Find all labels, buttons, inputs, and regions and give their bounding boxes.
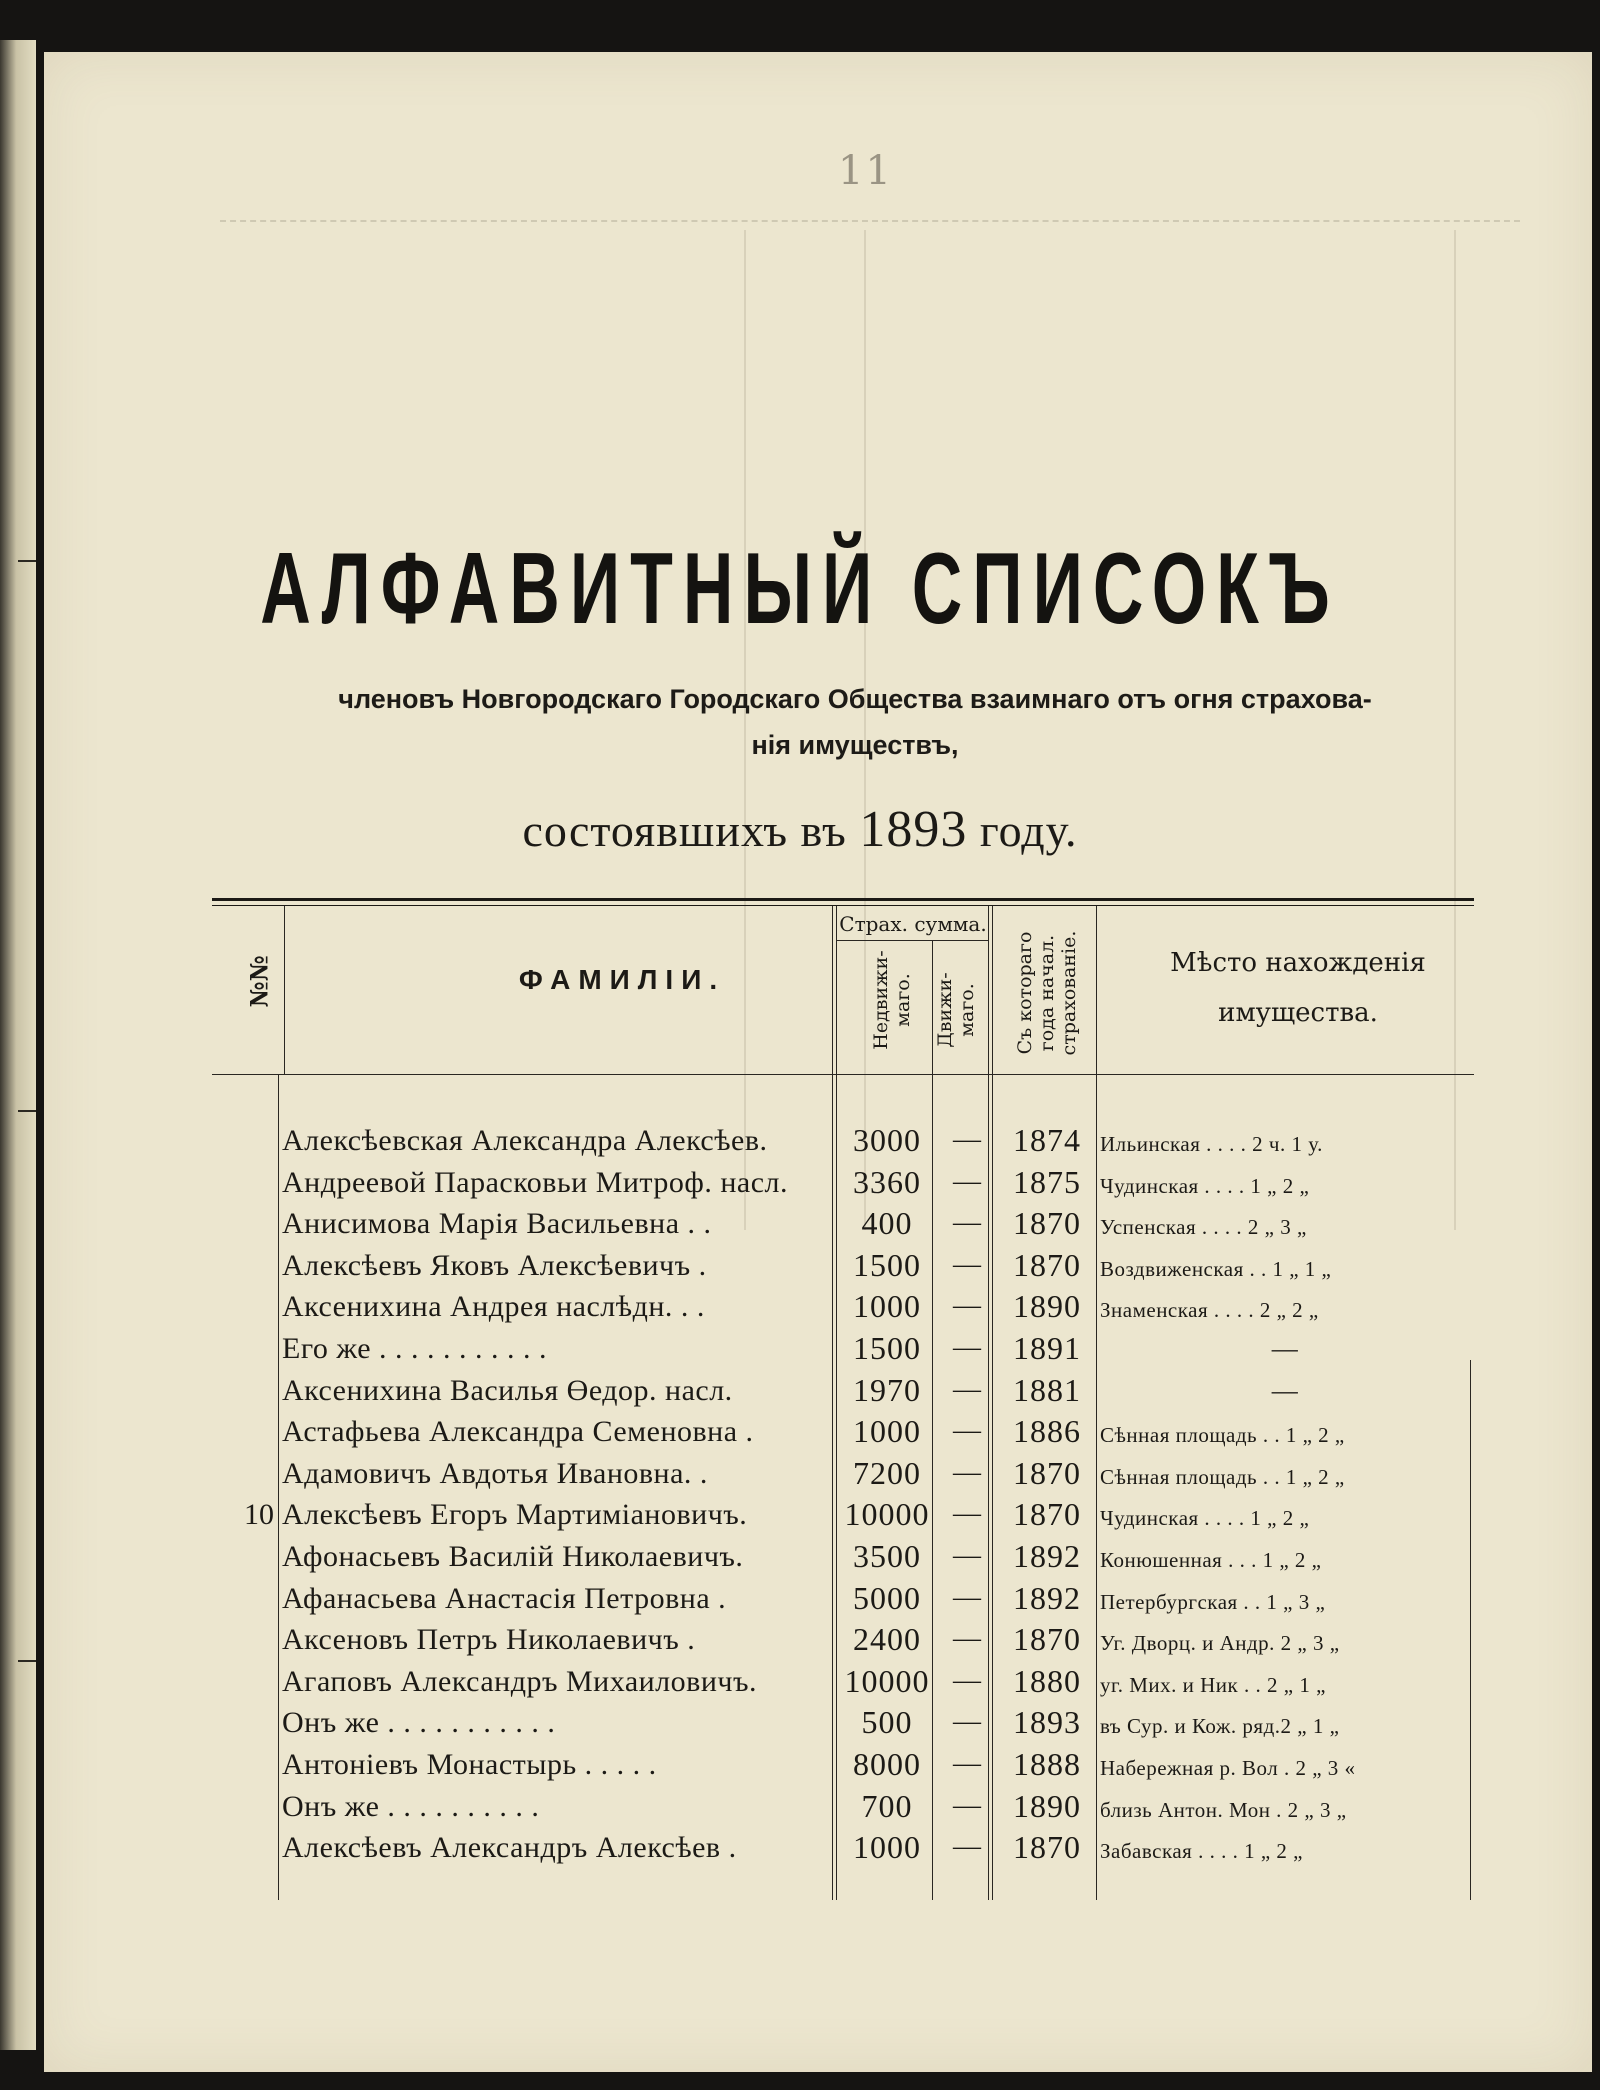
row-movable-sum: —	[953, 1373, 981, 1405]
subtitle-year-text: состоявшихъ въ	[522, 805, 847, 856]
row-movable-sum: —	[953, 1706, 981, 1738]
header-movable-property: Движи- маго.	[934, 972, 978, 1048]
row-movable-sum: —	[953, 1581, 981, 1613]
row-real-sum: 5000	[853, 1579, 921, 1616]
row-year: 1880	[1013, 1662, 1081, 1699]
table-top-rule-thin	[212, 905, 1474, 906]
row-real-sum: 1000	[853, 1829, 921, 1866]
row-location: —	[1271, 1333, 1299, 1363]
row-location: Конюшенная . . . 1 „ 2 „	[1100, 1547, 1322, 1572]
row-location: Ильинская . . . . 2 ч. 1 у.	[1100, 1132, 1323, 1156]
row-name: Онъ же . . . . . . . . . . .	[282, 1706, 556, 1740]
table-header-rule	[212, 1074, 1474, 1075]
row-movable-sum: —	[953, 1290, 981, 1322]
table-row	[212, 1746, 1474, 1788]
row-real-sum: 2400	[853, 1621, 921, 1658]
column-divider	[284, 906, 285, 1074]
table-row	[212, 1247, 1474, 1289]
row-name: Аксенихина Андрея наслѣдн. . .	[282, 1290, 705, 1324]
row-location: Сѣнная площадь . . 1 „ 2 „	[1100, 1423, 1345, 1448]
row-real-sum: 3000	[853, 1122, 921, 1158]
row-location: Чудинская . . . . 1 „ 2 „	[1100, 1173, 1310, 1198]
table-row	[212, 1663, 1474, 1705]
row-location: Воздвиженская . . 1 „ 1 „	[1100, 1256, 1332, 1281]
binding-mark	[18, 1660, 36, 1662]
row-location: Забавская . . . . 1 „ 2 „	[1100, 1839, 1303, 1864]
document-title: АЛФАВИТНЫЙ СПИСОКЪ	[260, 531, 1340, 645]
row-year: 1892	[1013, 1537, 1081, 1574]
row-real-sum: 10000	[844, 1496, 930, 1533]
table-row	[212, 1455, 1474, 1497]
table-body	[212, 1122, 1474, 1871]
row-year: 1870	[1013, 1454, 1081, 1491]
row-name: Аксеновъ Петръ Николаевичъ .	[282, 1623, 696, 1657]
row-location: Сѣнная площадь . . 1 „ 2 „	[1100, 1464, 1345, 1489]
row-real-sum: 1500	[853, 1246, 921, 1283]
row-name: Адамовичъ Авдотья Ивановна. .	[282, 1456, 708, 1490]
row-movable-sum: —	[953, 1165, 981, 1197]
row-name: Агаповъ Александръ Михаиловичъ.	[282, 1664, 757, 1698]
row-location: близь Антон. Мон . 2 „ 3 „	[1100, 1797, 1347, 1822]
row-movable-sum: —	[953, 1498, 981, 1530]
subtitle-line-1: членовъ Новгородскаго Городскаго Общества взаимнаго отъ огня страхова-	[338, 684, 1372, 714]
row-location: Чудинская . . . . 1 „ 2 „	[1100, 1506, 1310, 1531]
row-location: —	[1271, 1375, 1299, 1405]
row-year: 1870	[1013, 1496, 1081, 1533]
header-surnames: ФАМИЛІИ.	[518, 964, 726, 995]
row-movable-sum: —	[953, 1415, 981, 1447]
previous-page-edge	[0, 40, 36, 2050]
row-location: Успенская . . . . 2 „ 3 „	[1100, 1215, 1307, 1240]
table-row	[212, 1122, 1474, 1164]
table-row	[212, 1372, 1474, 1414]
row-name: Алексѣевъ Яковъ Алексѣевичъ .	[282, 1248, 707, 1282]
row-location: Петербургская . . 1 „ 3 „	[1100, 1589, 1326, 1614]
row-real-sum: 1500	[853, 1329, 921, 1366]
row-movable-sum: —	[953, 1789, 981, 1821]
row-year: 1870	[1013, 1205, 1081, 1242]
row-real-sum: 700	[861, 1787, 913, 1824]
table-row	[212, 1496, 1474, 1538]
row-movable-sum: —	[953, 1456, 981, 1488]
header-real-property: Недвижи- маго.	[870, 950, 914, 1050]
document-subtitle-year	[0, 800, 1600, 859]
row-real-sum: 400	[861, 1205, 913, 1242]
row-movable-sum: —	[953, 1623, 981, 1655]
table-row	[212, 1413, 1474, 1455]
table-row	[212, 1330, 1474, 1372]
row-year: 1888	[1013, 1745, 1081, 1782]
row-real-sum: 3360	[853, 1163, 921, 1200]
row-year: 1890	[1013, 1288, 1081, 1325]
row-name: Его же . . . . . . . . . . .	[282, 1331, 548, 1365]
row-year: 1874	[1013, 1122, 1081, 1158]
members-table	[212, 898, 1474, 1908]
table-row	[212, 1580, 1474, 1622]
table-top-rule	[212, 898, 1474, 901]
row-number: 10	[244, 1498, 274, 1532]
table-row	[212, 1704, 1474, 1746]
table-row	[212, 1538, 1474, 1580]
row-location: Набережная р. Вол . 2 „ 3 «	[1100, 1755, 1356, 1780]
row-movable-sum: —	[953, 1124, 981, 1155]
table-row	[212, 1621, 1474, 1663]
row-year: 1890	[1013, 1787, 1081, 1824]
table-row	[212, 1788, 1474, 1830]
header-start-year: Съ котораго года начал. страхованіе.	[1014, 930, 1080, 1056]
row-movable-sum: —	[953, 1539, 981, 1571]
row-name: Аксенихина Василья Өедор. насл.	[282, 1373, 733, 1407]
subtitle-year-tail: году.	[979, 805, 1078, 856]
row-real-sum: 1000	[853, 1413, 921, 1450]
subtitle-line-2: нія имуществъ,	[751, 730, 959, 760]
row-year: 1891	[1013, 1329, 1081, 1366]
row-name: Афонасьевъ Василій Николаевичъ.	[282, 1539, 744, 1573]
row-location: въ Сур. и Кож. ряд.2 „ 1 „	[1100, 1714, 1340, 1739]
row-name: Андреевой Парасковьи Митроф. насл.	[282, 1165, 788, 1199]
row-movable-sum: —	[953, 1331, 981, 1363]
table-row	[212, 1164, 1474, 1206]
row-movable-sum: —	[953, 1747, 981, 1779]
subtitle-year: 1893	[859, 801, 968, 858]
row-real-sum: 10000	[844, 1662, 930, 1699]
table-row	[212, 1829, 1474, 1871]
row-name: Анисимова Марія Васильевна . .	[282, 1207, 712, 1241]
row-name: Алексѣевская Александра Алексѣев.	[282, 1124, 768, 1157]
row-year: 1870	[1013, 1829, 1081, 1866]
row-year: 1886	[1013, 1413, 1081, 1450]
row-name: Астафьева Александра Семеновна .	[282, 1415, 754, 1449]
row-movable-sum: —	[953, 1248, 981, 1280]
row-real-sum: 500	[861, 1704, 913, 1741]
table-row	[212, 1205, 1474, 1247]
row-year: 1870	[1013, 1246, 1081, 1283]
header-number: №№	[244, 955, 274, 1008]
row-movable-sum: —	[953, 1664, 981, 1696]
binding-mark	[18, 1110, 36, 1112]
header-property-location: Мѣсто нахожденія имущества.	[1170, 948, 1426, 1028]
row-real-sum: 1970	[853, 1371, 921, 1408]
row-year: 1881	[1013, 1371, 1081, 1408]
row-name: Алексѣевъ Александръ Алексѣев .	[282, 1831, 737, 1865]
row-name: Онъ же . . . . . . . . . .	[282, 1789, 540, 1823]
row-movable-sum: —	[953, 1207, 981, 1239]
row-name: Алексѣевъ Егоръ Мартиміановичъ.	[282, 1498, 748, 1532]
row-real-sum: 3500	[853, 1537, 921, 1574]
row-real-sum: 7200	[853, 1454, 921, 1491]
row-year: 1893	[1013, 1704, 1081, 1741]
row-name: Антоніевъ Монастырь . . . . .	[282, 1747, 657, 1781]
row-year: 1892	[1013, 1579, 1081, 1616]
row-year: 1870	[1013, 1621, 1081, 1658]
row-name: Афанасьева Анастасія Петровна .	[282, 1581, 727, 1615]
table-row	[212, 1288, 1474, 1330]
document-subtitle	[210, 676, 1500, 768]
header-insured-sum: Страх. сумма.	[839, 912, 987, 936]
row-movable-sum: —	[953, 1831, 981, 1863]
show-through-rule	[220, 220, 1520, 222]
row-real-sum: 8000	[853, 1745, 921, 1782]
row-year: 1875	[1013, 1163, 1081, 1200]
row-location: Знаменская . . . . 2 „ 2 „	[1100, 1298, 1319, 1323]
row-location: Уг. Дворц. и Андр. 2 „ 3 „	[1100, 1631, 1340, 1656]
row-real-sum: 1000	[853, 1288, 921, 1325]
row-location: уг. Мих. и Ник . . 2 „ 1 „	[1100, 1672, 1326, 1697]
page-number: 11	[838, 148, 893, 194]
